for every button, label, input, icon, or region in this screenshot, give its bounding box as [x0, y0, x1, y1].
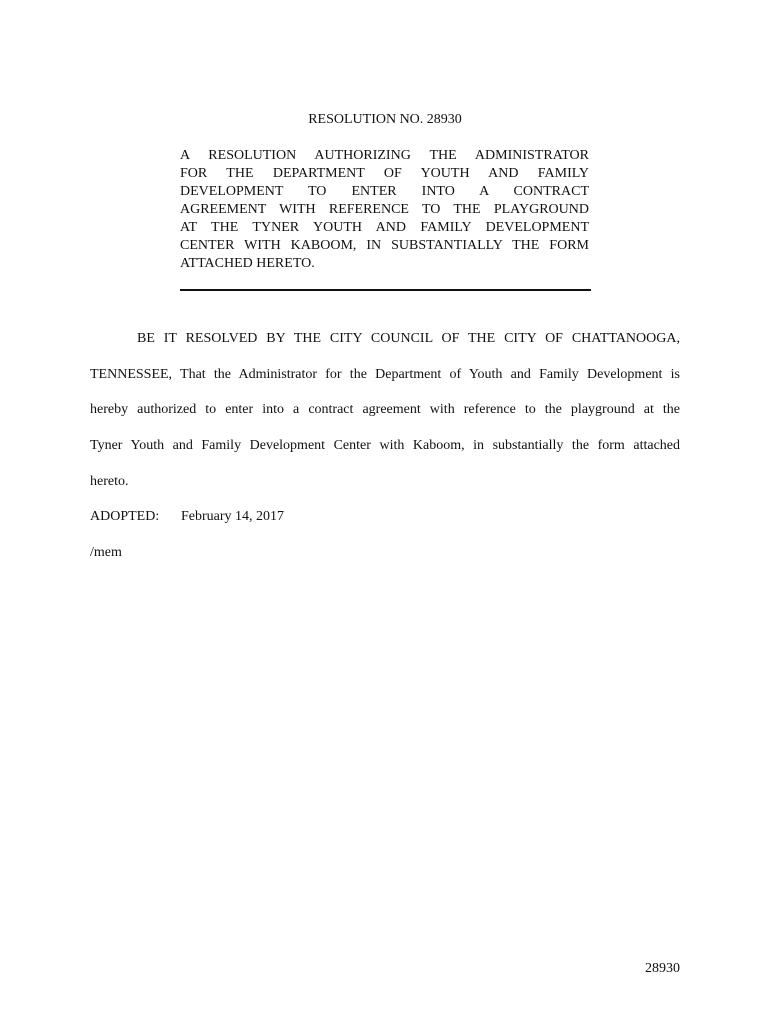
caption-line: AGREEMENT WITH REFERENCE TO THE PLAYGROUND [180, 202, 589, 217]
typist-initials: /mem [90, 545, 122, 560]
body-line: Tyner Youth and Family Development Center with Kaboom, in substantially the form attached [90, 438, 680, 453]
caption-line: AT THE TYNER YOUTH AND FAMILY DEVELOPMENT [180, 220, 589, 235]
body-line: BE IT RESOLVED BY THE CITY COUNCIL OF THE CITY OF CHATTANOOGA, [137, 331, 680, 346]
resolution-caption [180, 147, 589, 273]
caption-divider-rule [180, 289, 591, 291]
body-line: hereto. [90, 474, 129, 489]
caption-line: A RESOLUTION AUTHORIZING THE ADMINISTRATOR [180, 148, 589, 163]
adopted-label: ADOPTED: [90, 509, 160, 524]
body-line: hereby authorized to enter into a contract agreement with reference to the playground at the [90, 402, 680, 417]
caption-line: FOR THE DEPARTMENT OF YOUTH AND FAMILY [180, 166, 589, 181]
caption-line: CENTER WITH KABOOM, IN SUBSTANTIALLY THE FORM [180, 238, 589, 253]
body-line: TENNESSEE, That the Administrator for the Department of Youth and Family Development is [90, 367, 680, 382]
caption-line: DEVELOPMENT TO ENTER INTO A CONTRACT [180, 184, 589, 199]
adopted-date: February 14, 2017 [181, 509, 285, 524]
resolution-title: RESOLUTION NO. 28930 [308, 112, 462, 127]
page-number: 28930 [645, 961, 680, 976]
caption-line: ATTACHED HERETO. [180, 256, 315, 271]
